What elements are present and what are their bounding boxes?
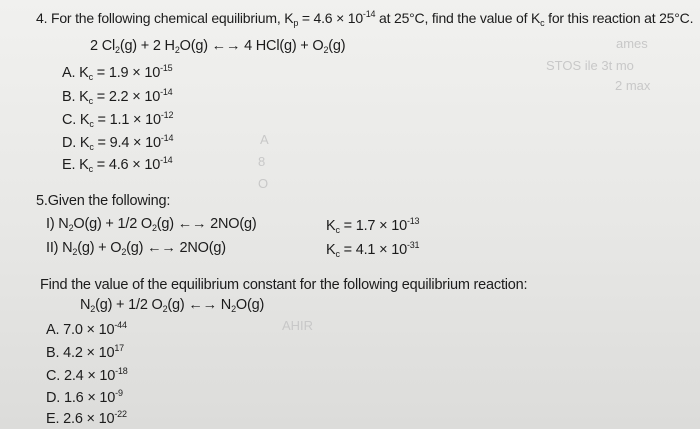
q4-option-d[interactable]: D. $K_c = 9.4 \times 10^{-14}$ bbox=[62, 133, 174, 152]
q5-target-reaction: $N_2(g) + 1/2$ $O_2(g)$ ←→ $N_2O(g)$ bbox=[80, 297, 265, 314]
bleed-through-text: ames bbox=[616, 36, 648, 51]
q4-option-c[interactable]: C. $K_c = 1.1 \times 10^{-12}$ bbox=[62, 110, 174, 129]
q5-option-c[interactable]: C. $2.4 \times 10^{-18}$ bbox=[46, 366, 128, 384]
bleed-through-text: 8 bbox=[258, 154, 266, 169]
q5-k1: $K_c = 1.7 \times 10^{-13}$ bbox=[326, 216, 420, 235]
q4-option-a[interactable]: A. $K_c = 1.9 \times 10^{-15}$ bbox=[62, 63, 173, 82]
bleed-through-text: A bbox=[260, 132, 269, 147]
q4-reaction: 2 $Cl_2(g) + 2$ $H_2O(g)$ ←→ 4 $HCl(g) + O_2(g)$ bbox=[90, 38, 346, 55]
q5-option-e[interactable]: E. $2.6 \times 10^{-22}$ bbox=[46, 409, 127, 427]
q5-equation-2: II) $N_2(g) + O_2(g)$ ←→ 2NO(g) bbox=[46, 240, 226, 257]
q5-option-a[interactable]: A. $7.0 \times 10^{-44}$ bbox=[46, 320, 127, 338]
bleed-through-text: STOS ile 3t mo bbox=[546, 58, 634, 73]
bleed-through-text: 2 max bbox=[615, 78, 651, 93]
bleed-through-text: AHIR bbox=[282, 318, 314, 333]
q5-prompt: Find the value of the equilibrium constant for the following equilibrium reaction: bbox=[40, 277, 528, 293]
bleed-through-text: O bbox=[258, 176, 269, 191]
q4-option-e[interactable]: E. $K_c = 4.6 \times 10^{-14}$ bbox=[62, 155, 173, 174]
q5-option-b[interactable]: B. $4.2 \times 10^{17}$ bbox=[46, 343, 124, 361]
q4-option-b[interactable]: B. $K_c = 2.2 \times 10^{-14}$ bbox=[62, 87, 173, 106]
q4-stem: 4. For the following chemical equilibrium, $K_p = 4.6 \times 10^{-14}$ at 25°C, find the value of $K_c$ for this reaction at 25°C. bbox=[36, 9, 694, 28]
q5-equation-1: I) $N_2O(g) + 1/2$ $O_2(g)$ ←→ 2NO(g) bbox=[46, 216, 257, 233]
q5-title: 5.Given the following: bbox=[36, 193, 171, 209]
q5-k2: $K_c = 4.1 \times 10^{-31}$ bbox=[326, 240, 420, 259]
q5-option-d[interactable]: D. $1.6 \times 10^{-9}$ bbox=[46, 388, 123, 406]
